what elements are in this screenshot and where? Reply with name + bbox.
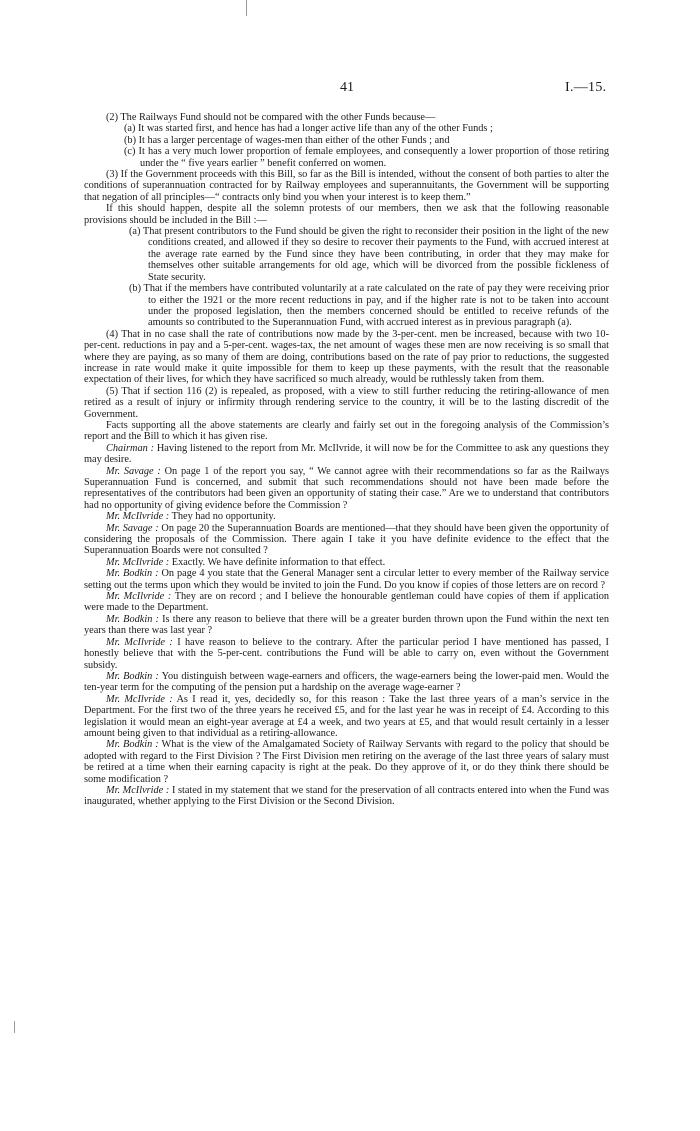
speaker-name: Chairman : (106, 442, 155, 454)
dialogue-entry (84, 466, 609, 512)
dialogue-entry (84, 511, 609, 522)
list-item-2c: (c) It has a very much lower proportion of female employees, and consequently a lower proportion of those retiring under the “ five years earlier ” benefit conferred on women. (124, 146, 609, 169)
list-item-2a: (a) It was started first, and hence has had a longer active life than any of the other Funds ; (124, 123, 493, 135)
dialogue-entry (84, 614, 609, 637)
dialogue-entry (84, 568, 609, 591)
dialogue-entry (84, 591, 609, 614)
dialogue-entry (84, 523, 609, 557)
page-header (0, 80, 700, 98)
speaker-name: Mr. Savage : (106, 522, 159, 534)
speaker-name: Mr. McIlvride : (106, 636, 173, 648)
speaker-name: Mr. Savage : (106, 465, 161, 477)
speech-text: I stated in my statement that we stand for the preservation of all contracts entered into when the Fund was inaugurated, whether applying to the First Division or the Second Division. (84, 784, 609, 808)
speaker-name: Mr. McIlvride : (106, 693, 173, 705)
dialogue-entry (84, 557, 609, 568)
dialogue-entry (84, 739, 609, 785)
paragraph-5: (5) That if section 116 (2) is repealed, as proposed, with a view to still further reducing the retiring-allowance of men retired as a result of injury or infirmity through rendering service to the country, it will be to the lasting discredit of the Government. (84, 385, 609, 420)
speaker-name: Mr. Bodkin : (106, 739, 159, 751)
speech-text: What is the view of the Amalgamated Society of Railway Servants with regard to the policy that should be adopted with regard to the First Division ? The First Division men retiring on the average of the last three years of salary must be retired at a time when their earning capacity is right at the peak. Do they approve of it, or do they think there should be some modification ? (84, 739, 610, 785)
dialogue-entry (84, 443, 609, 466)
speech-text: On page 4 you state that the General Manager sent a circular letter to every member of the Railway service setting out the terms upon which they would be invited to join the Fund. Do you know if copies of those letters are on record ? (84, 568, 609, 591)
dialogue-entry (84, 637, 609, 671)
paragraph-facts: Facts supporting all the above statements are clearly and fairly set out in the foregoing analysis of the Commission’s report and the Bill to which it has given rise. (84, 419, 609, 443)
document-reference: I.—15. (565, 80, 607, 95)
paragraph-4: (4) That in no case shall the rate of contributions now made by the 3-per-cent. men be increased, because with two 10-per-cent. reductions in pay and a 5-per-cent. wages-tax, the net amount of wages these men are now receiving is so small that where they are paying, as so many of them are doing, contributions based on the rate of pay prior to reductions, the suggested increase in rate would make it quite impossible for them to keep up these payments, with the result that the reasonable expectation of their lives, for which they have sacrificed so much already, would be ruthlessly taken from them. (84, 328, 609, 386)
scan-mark-top (246, 0, 247, 16)
provision-b: (b) That if the members have contributed voluntarily at a rate calculated on the rate of pay they were receiving prior to either the 1921 or the more recent reductions in pay, and if the higher rate is not to be taken into account under the proposed legislation, then the members concerned should be entitled to receive refunds of the amounts so contributed to the Superannuation Fund, with accrued interest as in previous paragraph (a). (129, 283, 609, 329)
speaker-name: Mr. McIlvride : (106, 556, 170, 568)
speaker-name: Mr. Bodkin : (106, 613, 159, 625)
speech-text: I have reason to believe to the contrary. After the particular period I have mentioned has passed, I honestly believe that with the 5-per-cent. contributions the Fund will be able to carry on, even without the Government subsidy. (84, 636, 609, 671)
speech-text: On page 20 the Superannuation Boards are mentioned—that they should have been given the opportunity of considering the proposals of the Commission. There again I take it you have definite evidence to the effect that the Superannuation Boards were not consulted ? (84, 522, 609, 557)
paragraph-provisions: If this should happen, despite all the solemn protests of our members, then we ask that the following reasonable provisions should be included in the Bill :— (84, 203, 609, 226)
scan-mark-left (14, 1021, 15, 1033)
paragraph-2: (2) The Railways Fund should not be compared with the other Funds because— (106, 112, 436, 123)
speech-text: Having listened to the report from Mr. McIlvride, it will now be for the Committee to ask any questions they may desire. (84, 442, 609, 466)
dialogue-entry (84, 694, 609, 740)
dialogue-entry (84, 671, 609, 694)
speaker-name: Mr. McIlvride : (106, 591, 172, 603)
speaker-name: Mr. McIlvride : (106, 511, 170, 523)
speech-text: As I read it, yes, decidedly so, for this reason : Take the last three years of a man’s service in the Department. For the first two of the three years he received £5, and for the last year he was in receipt of £4. According to this legislation it would mean an eight-year average at £4 a week, and two years at £5, and that would result certainly in a lesser amount being given to that individual as a retiring-allowance. (84, 693, 609, 739)
speech-text: They are on record ; and I believe the honourable gentleman could have copies of them if application were made to the Department. (84, 591, 609, 614)
speaker-name: Mr. McIlvride : (106, 784, 170, 796)
page-number: 41 (340, 80, 354, 95)
paragraph-3: (3) If the Government proceeds with this Bill, so far as the Bill is intended, without the consent of both parties to alter the conditions of superannuation contracted for by Railway employees and superannuitants, the Government will be supporting that negation of all principles—“ contracts only bind you when your interest is to keep them.” (84, 169, 609, 203)
body-text (84, 112, 609, 808)
list-item-2b: (b) It has a larger percentage of wages-men than either of the other Funds ; and (124, 134, 450, 146)
speaker-name: Mr. Bodkin : (106, 568, 159, 580)
provision-a: (a) That present contributors to the Fund should be given the right to reconsider their position in the light of the new conditions created, and allowed if they so desire to recover their payments to the Fund, with accrued interest at the average rate earned by the Fund since they have been contributing, in order that they may make for themselves other suitable arrangements for old age, which will be divorced from the possible fickleness of State security. (129, 226, 609, 283)
dialogue-entry (84, 785, 609, 808)
speech-text: They had no opportunity. (171, 511, 276, 523)
speech-text: Is there any reason to believe that there will be a greater burden thrown upon the Fund within the next ten years than there was last year ? (84, 613, 610, 637)
speech-text: You distinguish between wage-earners and officers, the wage-earners being the lower-paid men. Would the ten-year term for the computing of the pension put a hardship on the average wage-earner ? (84, 670, 610, 694)
speech-text: On page 1 of the report you say, “ We cannot agree with their recommendations so far as the Railways Superannuation Fund is concerned, and submit that such recommendations should not have been made before the representatives of the contributors had been given an opportunity of stating their case.” Are we to understand that contributors had no opportunity of giving evidence before the Commission ? (84, 465, 609, 511)
speech-text: Exactly. We have definite information to that effect. (171, 556, 386, 568)
speaker-name: Mr. Bodkin : (106, 670, 159, 682)
